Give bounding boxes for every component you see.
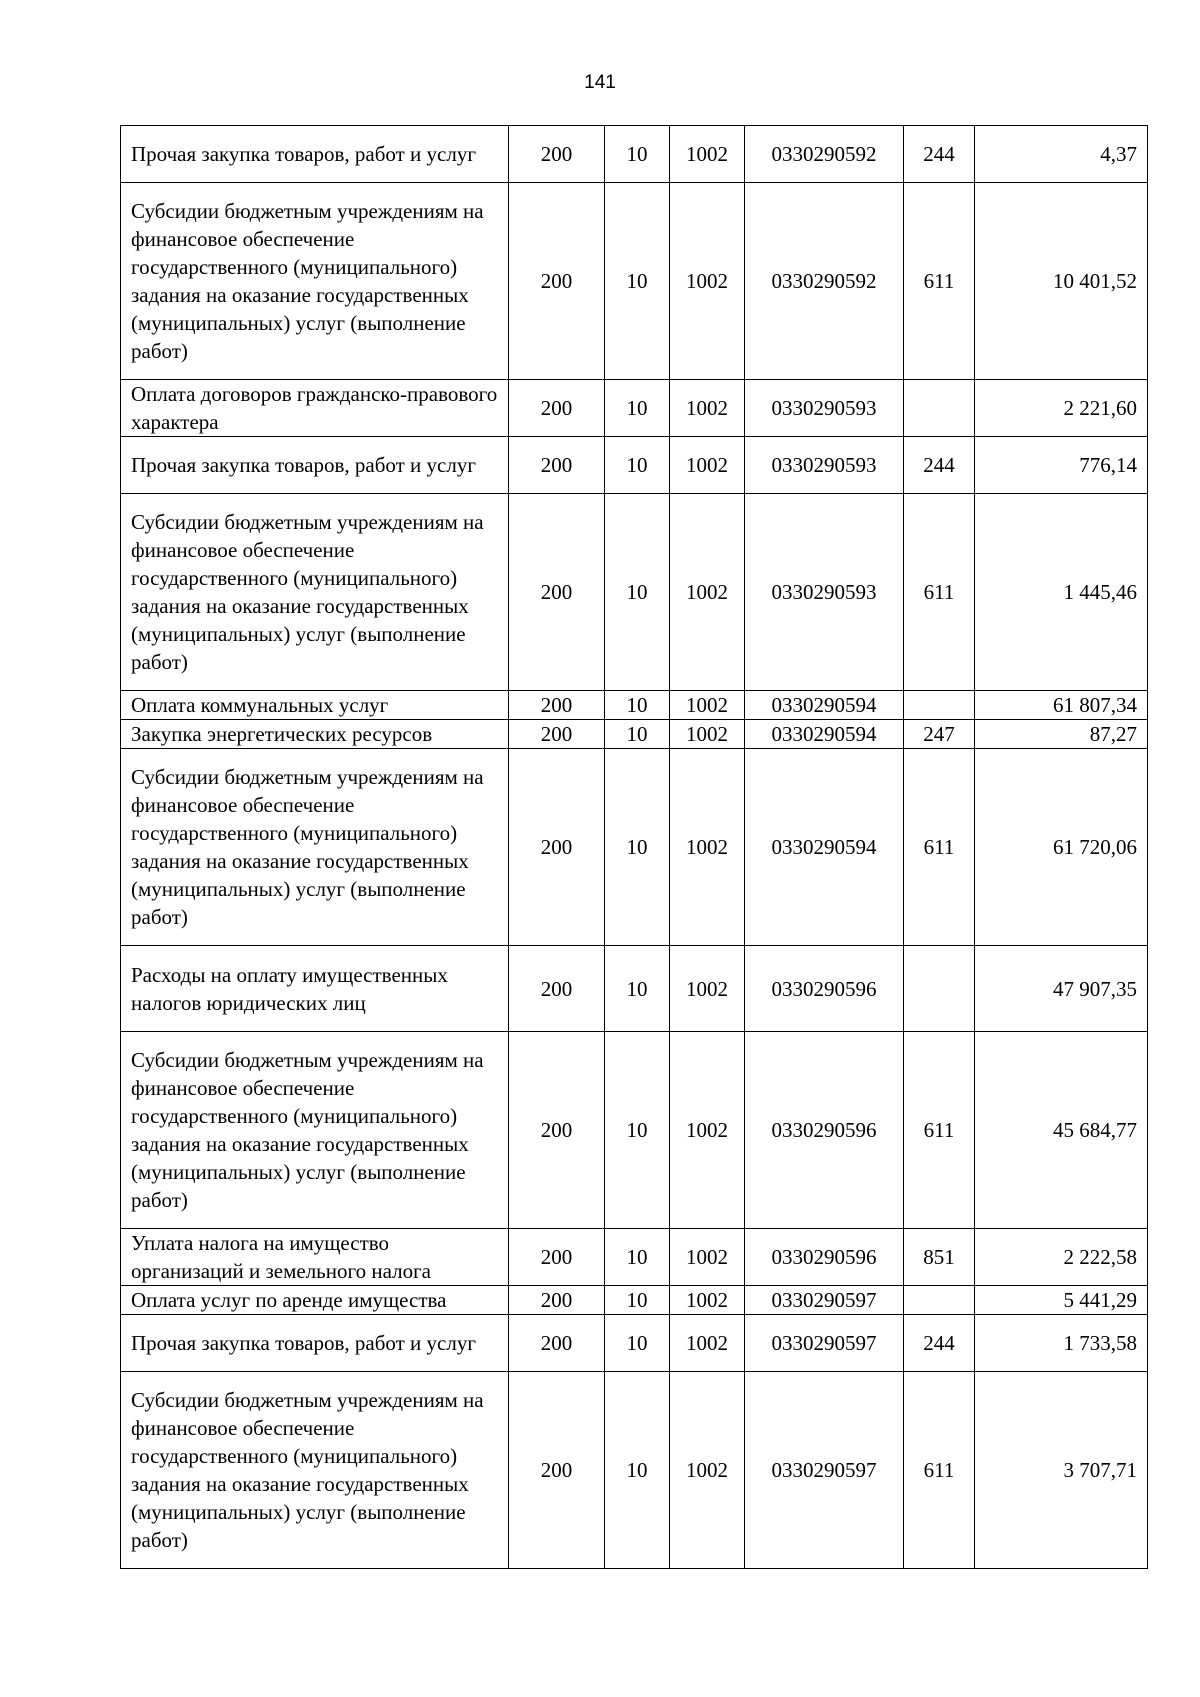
table-row bbox=[121, 494, 1148, 691]
row-amount: 1 733,58 bbox=[975, 1315, 1148, 1372]
table-row bbox=[121, 1372, 1148, 1569]
row-target-code: 0330290596 bbox=[745, 1229, 904, 1286]
row-amount: 10 401,52 bbox=[975, 183, 1148, 380]
row-section-code: 10 bbox=[605, 691, 670, 720]
row-name: Субсидии бюджетным учреждениям на финансовое обеспечение государственного (муниципального) задания на оказание государственных (муниципальных) услуг (выполнение работ) bbox=[121, 494, 509, 691]
row-target-code: 0330290593 bbox=[745, 437, 904, 494]
row-name: Прочая закупка товаров, работ и услуг bbox=[121, 126, 509, 183]
row-subsection-code: 1002 bbox=[670, 749, 745, 946]
row-expense-type: 611 bbox=[904, 1372, 975, 1569]
row-amount: 45 684,77 bbox=[975, 1032, 1148, 1229]
row-ministry-code: 200 bbox=[509, 1032, 605, 1229]
row-amount: 61 720,06 bbox=[975, 749, 1148, 946]
row-section-code: 10 bbox=[605, 946, 670, 1032]
row-target-code: 0330290594 bbox=[745, 720, 904, 749]
row-target-code: 0330290592 bbox=[745, 183, 904, 380]
row-expense-type: 611 bbox=[904, 494, 975, 691]
row-ministry-code: 200 bbox=[509, 437, 605, 494]
row-section-code: 10 bbox=[605, 720, 670, 749]
row-ministry-code: 200 bbox=[509, 380, 605, 437]
row-expense-type: 611 bbox=[904, 183, 975, 380]
table-row bbox=[121, 380, 1148, 437]
table-row bbox=[121, 1229, 1148, 1286]
row-expense-type: 611 bbox=[904, 1032, 975, 1229]
table-row bbox=[121, 720, 1148, 749]
row-section-code: 10 bbox=[605, 437, 670, 494]
table-row bbox=[121, 1032, 1148, 1229]
row-amount: 87,27 bbox=[975, 720, 1148, 749]
row-expense-type bbox=[904, 1286, 975, 1315]
row-subsection-code: 1002 bbox=[670, 946, 745, 1032]
table-row bbox=[121, 749, 1148, 946]
row-target-code: 0330290597 bbox=[745, 1286, 904, 1315]
row-target-code: 0330290592 bbox=[745, 126, 904, 183]
row-section-code: 10 bbox=[605, 1032, 670, 1229]
table-row bbox=[121, 1286, 1148, 1315]
row-subsection-code: 1002 bbox=[670, 1229, 745, 1286]
row-expense-type: 244 bbox=[904, 437, 975, 494]
row-expense-type bbox=[904, 691, 975, 720]
row-section-code: 10 bbox=[605, 380, 670, 437]
row-ministry-code: 200 bbox=[509, 1372, 605, 1569]
row-ministry-code: 200 bbox=[509, 720, 605, 749]
row-amount: 5 441,29 bbox=[975, 1286, 1148, 1315]
row-expense-type: 244 bbox=[904, 1315, 975, 1372]
table-row bbox=[121, 1315, 1148, 1372]
row-subsection-code: 1002 bbox=[670, 494, 745, 691]
row-name: Субсидии бюджетным учреждениям на финансовое обеспечение государственного (муниципального) задания на оказание государственных (муниципальных) услуг (выполнение работ) bbox=[121, 183, 509, 380]
row-expense-type bbox=[904, 380, 975, 437]
row-subsection-code: 1002 bbox=[670, 720, 745, 749]
row-name: Закупка энергетических ресурсов bbox=[121, 720, 509, 749]
row-name: Оплата договоров гражданско-правового характера bbox=[121, 380, 509, 437]
row-ministry-code: 200 bbox=[509, 946, 605, 1032]
table-row bbox=[121, 946, 1148, 1032]
row-subsection-code: 1002 bbox=[670, 691, 745, 720]
row-target-code: 0330290597 bbox=[745, 1372, 904, 1569]
row-ministry-code: 200 bbox=[509, 183, 605, 380]
row-expense-type: 247 bbox=[904, 720, 975, 749]
row-section-code: 10 bbox=[605, 494, 670, 691]
row-subsection-code: 1002 bbox=[670, 1315, 745, 1372]
row-ministry-code: 200 bbox=[509, 691, 605, 720]
row-section-code: 10 bbox=[605, 749, 670, 946]
row-section-code: 10 bbox=[605, 1372, 670, 1569]
row-name: Прочая закупка товаров, работ и услуг bbox=[121, 1315, 509, 1372]
row-subsection-code: 1002 bbox=[670, 126, 745, 183]
table-row bbox=[121, 126, 1148, 183]
row-target-code: 0330290594 bbox=[745, 749, 904, 946]
row-name: Оплата коммунальных услуг bbox=[121, 691, 509, 720]
row-amount: 47 907,35 bbox=[975, 946, 1148, 1032]
row-subsection-code: 1002 bbox=[670, 380, 745, 437]
page-number: 141 bbox=[584, 72, 616, 93]
row-amount: 776,14 bbox=[975, 437, 1148, 494]
row-target-code: 0330290594 bbox=[745, 691, 904, 720]
row-subsection-code: 1002 bbox=[670, 1032, 745, 1229]
row-section-code: 10 bbox=[605, 183, 670, 380]
row-expense-type: 611 bbox=[904, 749, 975, 946]
row-section-code: 10 bbox=[605, 1315, 670, 1372]
row-expense-type: 851 bbox=[904, 1229, 975, 1286]
table-row bbox=[121, 691, 1148, 720]
table-row bbox=[121, 183, 1148, 380]
row-ministry-code: 200 bbox=[509, 494, 605, 691]
row-section-code: 10 bbox=[605, 1286, 670, 1315]
row-target-code: 0330290597 bbox=[745, 1315, 904, 1372]
row-subsection-code: 1002 bbox=[670, 437, 745, 494]
row-subsection-code: 1002 bbox=[670, 1286, 745, 1315]
row-target-code: 0330290593 bbox=[745, 494, 904, 691]
budget-table bbox=[120, 125, 1148, 1569]
row-ministry-code: 200 bbox=[509, 1315, 605, 1372]
row-amount: 1 445,46 bbox=[975, 494, 1148, 691]
row-name: Прочая закупка товаров, работ и услуг bbox=[121, 437, 509, 494]
row-name: Субсидии бюджетным учреждениям на финансовое обеспечение государственного (муниципального) задания на оказание государственных (муниципальных) услуг (выполнение работ) bbox=[121, 749, 509, 946]
budget-table-body bbox=[121, 126, 1148, 1569]
row-target-code: 0330290596 bbox=[745, 946, 904, 1032]
row-target-code: 0330290593 bbox=[745, 380, 904, 437]
row-subsection-code: 1002 bbox=[670, 1372, 745, 1569]
row-amount: 61 807,34 bbox=[975, 691, 1148, 720]
table-row bbox=[121, 437, 1148, 494]
row-ministry-code: 200 bbox=[509, 126, 605, 183]
row-amount: 4,37 bbox=[975, 126, 1148, 183]
row-name: Уплата налога на имущество организаций и земельного налога bbox=[121, 1229, 509, 1286]
row-expense-type: 244 bbox=[904, 126, 975, 183]
row-section-code: 10 bbox=[605, 126, 670, 183]
row-section-code: 10 bbox=[605, 1229, 670, 1286]
row-amount: 3 707,71 bbox=[975, 1372, 1148, 1569]
row-name: Субсидии бюджетным учреждениям на финансовое обеспечение государственного (муниципального) задания на оказание государственных (муниципальных) услуг (выполнение работ) bbox=[121, 1372, 509, 1569]
row-target-code: 0330290596 bbox=[745, 1032, 904, 1229]
row-ministry-code: 200 bbox=[509, 1229, 605, 1286]
row-name: Субсидии бюджетным учреждениям на финансовое обеспечение государственного (муниципального) задания на оказание государственных (муниципальных) услуг (выполнение работ) bbox=[121, 1032, 509, 1229]
row-name: Оплата услуг по аренде имущества bbox=[121, 1286, 509, 1315]
row-ministry-code: 200 bbox=[509, 749, 605, 946]
row-name: Расходы на оплату имущественных налогов юридических лиц bbox=[121, 946, 509, 1032]
row-subsection-code: 1002 bbox=[670, 183, 745, 380]
row-amount: 2 222,58 bbox=[975, 1229, 1148, 1286]
row-expense-type bbox=[904, 946, 975, 1032]
row-ministry-code: 200 bbox=[509, 1286, 605, 1315]
row-amount: 2 221,60 bbox=[975, 380, 1148, 437]
